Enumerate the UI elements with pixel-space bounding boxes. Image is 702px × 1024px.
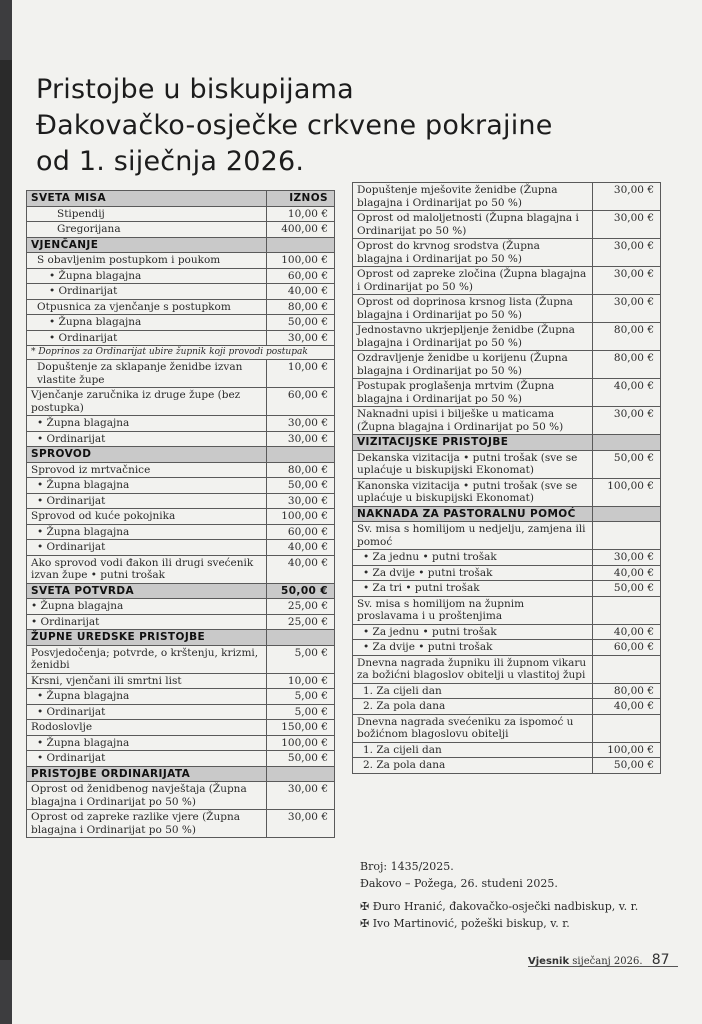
fees-table-right — [352, 182, 661, 774]
fee-row — [27, 222, 335, 238]
section-header-row — [27, 583, 335, 599]
fee-amount — [593, 596, 661, 624]
publication-name: Vjesnik — [528, 956, 570, 967]
fee-amount: 50,00 € — [593, 758, 661, 774]
fee-label: Dekanska vizitacija • putni trošak (sve se uplaćuje u biskupijski Ekonomat) — [353, 450, 593, 478]
fee-amount: 60,00 € — [267, 388, 335, 416]
section-header-row — [27, 630, 335, 646]
fee-label: • Župna blagajna — [27, 268, 267, 284]
fee-amount — [267, 630, 335, 646]
page-footer — [528, 952, 678, 968]
fee-label: • Za jednu • putni trošak — [353, 550, 593, 566]
fee-row — [27, 720, 335, 736]
fee-amount: 80,00 € — [267, 462, 335, 478]
fee-label: • Ordinarijat — [27, 431, 267, 447]
fee-row — [27, 614, 335, 630]
fee-amount: 30,00 € — [593, 183, 661, 211]
fee-amount — [593, 655, 661, 683]
fee-label: Rodoslovlje — [27, 720, 267, 736]
section-header-row — [27, 447, 335, 463]
fee-amount: 50,00 € — [593, 450, 661, 478]
fee-label: Oprost do krvnog srodstva (Župna blagajna i Ordinarijat po 50 %) — [353, 239, 593, 267]
fee-row — [27, 493, 335, 509]
section-title: SVETA MISA — [27, 191, 267, 207]
fee-row — [353, 640, 661, 656]
fee-label: Oprost od maloljetnosti (Župna blagajna i Ordinarijat po 50 %) — [353, 211, 593, 239]
fee-row — [27, 346, 335, 360]
fee-amount — [593, 506, 661, 522]
fee-label: • Ordinarijat — [27, 284, 267, 300]
page-edge-strip — [0, 60, 12, 960]
section-title: SPROVOD — [27, 447, 267, 463]
fee-row — [27, 462, 335, 478]
fee-row — [27, 284, 335, 300]
fee-amount: 80,00 € — [593, 323, 661, 351]
fee-label: • Župna blagajna — [27, 599, 267, 615]
fee-row — [27, 360, 335, 388]
fee-amount: 5,00 € — [267, 689, 335, 705]
title-line-1: Pristojbe u biskupijama — [36, 74, 354, 105]
fee-amount: 60,00 € — [593, 640, 661, 656]
fee-amount: 40,00 € — [267, 540, 335, 556]
fee-row — [353, 351, 661, 379]
fee-row — [27, 540, 335, 556]
fee-row — [27, 645, 335, 673]
fee-amount: 100,00 € — [593, 742, 661, 758]
fee-amount: 100,00 € — [593, 478, 661, 506]
fee-amount: 30,00 € — [593, 407, 661, 435]
fee-label: Otpusnica za vjenčanje s postupkom — [27, 299, 267, 315]
fee-label: Dnevna nagrada svećeniku za ispomoć u božićnom blagoslovu obitelji — [353, 714, 593, 742]
fee-label: Oprost od zapreke razlike vjere (Župna blagajna i Ordinarijat po 50 %) — [27, 810, 267, 838]
fee-label: Postupak proglašenja mrtvim (Župna blagajna i Ordinarijat po 50 %) — [353, 379, 593, 407]
fee-label: Dopuštenje mješovite ženidbe (Župna blagajna i Ordinarijat po 50 %) — [353, 183, 593, 211]
fee-row — [353, 211, 661, 239]
section-header-row — [27, 237, 335, 253]
fee-amount: 10,00 € — [267, 206, 335, 222]
fee-row — [27, 388, 335, 416]
place-date: Đakovo – Požega, 26. studeni 2025. — [360, 877, 558, 890]
fee-label: • Župna blagajna — [27, 735, 267, 751]
section-header-row — [27, 191, 335, 207]
fee-row — [353, 450, 661, 478]
fee-row — [353, 581, 661, 597]
section-title: VJENČANJE — [27, 237, 267, 253]
fee-amount: 400,00 € — [267, 222, 335, 238]
fee-label: S obavljenim postupkom i poukom — [27, 253, 267, 269]
fee-row — [353, 742, 661, 758]
section-title: ŽUPNE UREDSKE PRISTOJBE — [27, 630, 267, 646]
fee-label: • Ordinarijat — [27, 540, 267, 556]
fee-amount — [267, 447, 335, 463]
fee-label: • Župna blagajna — [27, 524, 267, 540]
fee-row — [27, 315, 335, 331]
fee-label: Sprovod iz mrtvačnice — [27, 462, 267, 478]
fees-table-left-body — [27, 191, 335, 838]
fee-amount: 80,00 € — [593, 351, 661, 379]
page-title — [36, 72, 636, 180]
fee-label: • Župna blagajna — [27, 416, 267, 432]
section-header-row — [353, 435, 661, 451]
fee-label: Vjenčanje zaručnika iz druge župe (bez postupka) — [27, 388, 267, 416]
fee-amount: 50,00 € — [267, 315, 335, 331]
fee-label: • Župna blagajna — [27, 689, 267, 705]
fee-label: • Župna blagajna — [27, 478, 267, 494]
fee-row — [353, 699, 661, 715]
fee-amount — [267, 766, 335, 782]
fee-label: 1. Za cijeli dan — [353, 742, 593, 758]
fee-amount: 10,00 € — [267, 673, 335, 689]
fee-amount: 40,00 € — [267, 284, 335, 300]
fee-row — [27, 253, 335, 269]
section-title: VIZITACIJSKE PRISTOJBE — [353, 435, 593, 451]
fee-amount: 30,00 € — [267, 431, 335, 447]
fee-label: Ako sprovod vodi đakon ili drugi svećenik izvan župe • putni trošak — [27, 555, 267, 583]
fee-label: Dopuštenje za sklapanje ženidbe izvan vlastite župe — [27, 360, 267, 388]
section-title: PRISTOJBE ORDINARIJATA — [27, 766, 267, 782]
fee-row — [353, 379, 661, 407]
fee-amount: 5,00 € — [267, 704, 335, 720]
fee-row — [27, 599, 335, 615]
issue-date: siječanj 2026. — [572, 956, 643, 967]
fee-amount: 40,00 € — [593, 379, 661, 407]
fee-amount: 40,00 € — [593, 699, 661, 715]
fee-label: Sv. misa s homilijom u nedjelju, zamjena ili pomoć — [353, 522, 593, 550]
fee-amount: 30,00 € — [267, 330, 335, 346]
fee-amount: 80,00 € — [593, 683, 661, 699]
fee-amount: 30,00 € — [593, 295, 661, 323]
fee-row — [353, 522, 661, 550]
fee-amount: 30,00 € — [593, 211, 661, 239]
fee-label: Stipendij — [27, 206, 267, 222]
fee-amount: 30,00 € — [593, 550, 661, 566]
fee-label: Sprovod od kuće pokojnika — [27, 509, 267, 525]
fee-amount: 50,00 € — [267, 751, 335, 767]
fee-label: • Ordinarijat — [27, 704, 267, 720]
fee-amount: 30,00 € — [267, 493, 335, 509]
fee-label: Gregorijana — [27, 222, 267, 238]
fee-row — [27, 735, 335, 751]
fee-row — [353, 183, 661, 211]
fee-label: Naknadni upisi i bilješke u maticama (Župna blagajna i Ordinarijat po 50 %) — [353, 407, 593, 435]
fee-row — [27, 704, 335, 720]
fee-amount: 25,00 € — [267, 599, 335, 615]
fee-row — [27, 689, 335, 705]
fee-label: Dnevna nagrada župniku ili župnom vikaru za božićni blagoslov obitelji u vlastitoj župi — [353, 655, 593, 683]
signature-bishop: ✠ Ivo Martinović, požeški biskup, v. r. — [360, 917, 570, 930]
fee-row — [27, 431, 335, 447]
fee-amount: 10,00 € — [267, 360, 335, 388]
fee-row — [27, 268, 335, 284]
section-title: NAKNADA ZA PASTORALNU POMOĆ — [353, 506, 593, 522]
fee-row — [353, 407, 661, 435]
fee-label: * Doprinos za Ordinarijat ubire župnik koji provodi postupak — [27, 346, 335, 360]
fee-label: • Ordinarijat — [27, 330, 267, 346]
fee-row — [353, 714, 661, 742]
fee-amount — [267, 237, 335, 253]
fee-row — [353, 239, 661, 267]
fee-amount: 25,00 € — [267, 614, 335, 630]
fee-label: Krsni, vjenčani ili smrtni list — [27, 673, 267, 689]
fee-label: • Ordinarijat — [27, 751, 267, 767]
footer-rule — [528, 966, 678, 967]
fee-row — [27, 555, 335, 583]
fee-label: Sv. misa s homilijom na župnim proslavama i u proštenjima — [353, 596, 593, 624]
fee-row — [27, 416, 335, 432]
fees-table-left — [26, 190, 335, 838]
fee-row — [27, 330, 335, 346]
fee-row — [27, 509, 335, 525]
fee-amount: 40,00 € — [267, 555, 335, 583]
fee-label: Oprost od doprinosa krsnog lista (Župna blagajna i Ordinarijat po 50 %) — [353, 295, 593, 323]
fee-amount: 40,00 € — [593, 565, 661, 581]
section-header-row — [27, 766, 335, 782]
fee-row — [27, 524, 335, 540]
title-line-2: Đakovačko-osječke crkvene pokrajine — [36, 110, 553, 141]
fee-label: 2. Za pola dana — [353, 699, 593, 715]
fee-row — [27, 299, 335, 315]
fee-row — [353, 596, 661, 624]
fee-amount: 80,00 € — [267, 299, 335, 315]
fee-amount: 100,00 € — [267, 509, 335, 525]
fee-label: Jednostavno ukrjepljenje ženidbe (Župna blagajna i Ordinarijat po 50 %) — [353, 323, 593, 351]
fee-row — [353, 758, 661, 774]
fee-label: Posvjedočenja; potvrde, o krštenju, krizmi, ženidbi — [27, 645, 267, 673]
reference-number: Broj: 1435/2025. — [360, 860, 454, 873]
fee-label: • Za dvije • putni trošak — [353, 640, 593, 656]
fee-row — [353, 565, 661, 581]
fee-row — [353, 624, 661, 640]
fee-row — [27, 782, 335, 810]
fee-row — [353, 683, 661, 699]
fee-label: Oprost od ženidbenog navještaja (Župna blagajna i Ordinarijat po 50 %) — [27, 782, 267, 810]
fee-amount: 100,00 € — [267, 253, 335, 269]
fee-amount: 150,00 € — [267, 720, 335, 736]
fee-row — [27, 478, 335, 494]
fee-amount: 30,00 € — [267, 782, 335, 810]
signature-archbishop: ✠ Đuro Hranić, đakovačko-osječki nadbiskup, v. r. — [360, 900, 639, 913]
fee-amount: 30,00 € — [267, 416, 335, 432]
fee-label: • Ordinarijat — [27, 614, 267, 630]
fee-label: • Za dvije • putni trošak — [353, 565, 593, 581]
fee-label: Kanonska vizitacija • putni trošak (sve se uplaćuje u biskupijski Ekonomat) — [353, 478, 593, 506]
fee-label: 1. Za cijeli dan — [353, 683, 593, 699]
fee-amount — [593, 714, 661, 742]
fee-amount: 5,00 € — [267, 645, 335, 673]
fee-row — [27, 206, 335, 222]
fee-row — [27, 673, 335, 689]
fee-amount: IZNOS — [267, 191, 335, 207]
fee-amount: 40,00 € — [593, 624, 661, 640]
fee-row — [27, 810, 335, 838]
fee-amount — [593, 522, 661, 550]
fee-amount: 30,00 € — [593, 267, 661, 295]
fee-amount: 50,00 € — [593, 581, 661, 597]
fees-table-right-body — [353, 183, 661, 774]
fee-label: • Za tri • putni trošak — [353, 581, 593, 597]
title-line-3: od 1. siječnja 2026. — [36, 146, 305, 177]
fee-amount: 50,00 € — [267, 478, 335, 494]
fee-amount: 100,00 € — [267, 735, 335, 751]
fee-row — [353, 550, 661, 566]
fee-row — [27, 751, 335, 767]
fee-label: • Župna blagajna — [27, 315, 267, 331]
fee-label: • Ordinarijat — [27, 493, 267, 509]
fee-label: Oprost od zapreke zločina (Župna blagajna i Ordinarijat po 50 %) — [353, 267, 593, 295]
fee-row — [353, 655, 661, 683]
page-number: 87 — [651, 952, 670, 968]
fee-row — [353, 478, 661, 506]
fee-row — [353, 323, 661, 351]
document-footer — [360, 858, 680, 932]
section-header-row — [353, 506, 661, 522]
fee-row — [353, 267, 661, 295]
fee-amount: 60,00 € — [267, 524, 335, 540]
fee-label: • Za jednu • putni trošak — [353, 624, 593, 640]
fee-amount: 30,00 € — [593, 239, 661, 267]
fee-amount — [593, 435, 661, 451]
fee-amount: 30,00 € — [267, 810, 335, 838]
fee-amount: 60,00 € — [267, 268, 335, 284]
fee-label: Ozdravljenje ženidbe u korijenu (Župna blagajna i Ordinarijat po 50 %) — [353, 351, 593, 379]
section-title: SVETA POTVRDA — [27, 583, 267, 599]
fee-label: 2. Za pola dana — [353, 758, 593, 774]
fee-amount: 50,00 € — [267, 583, 335, 599]
fee-row — [353, 295, 661, 323]
